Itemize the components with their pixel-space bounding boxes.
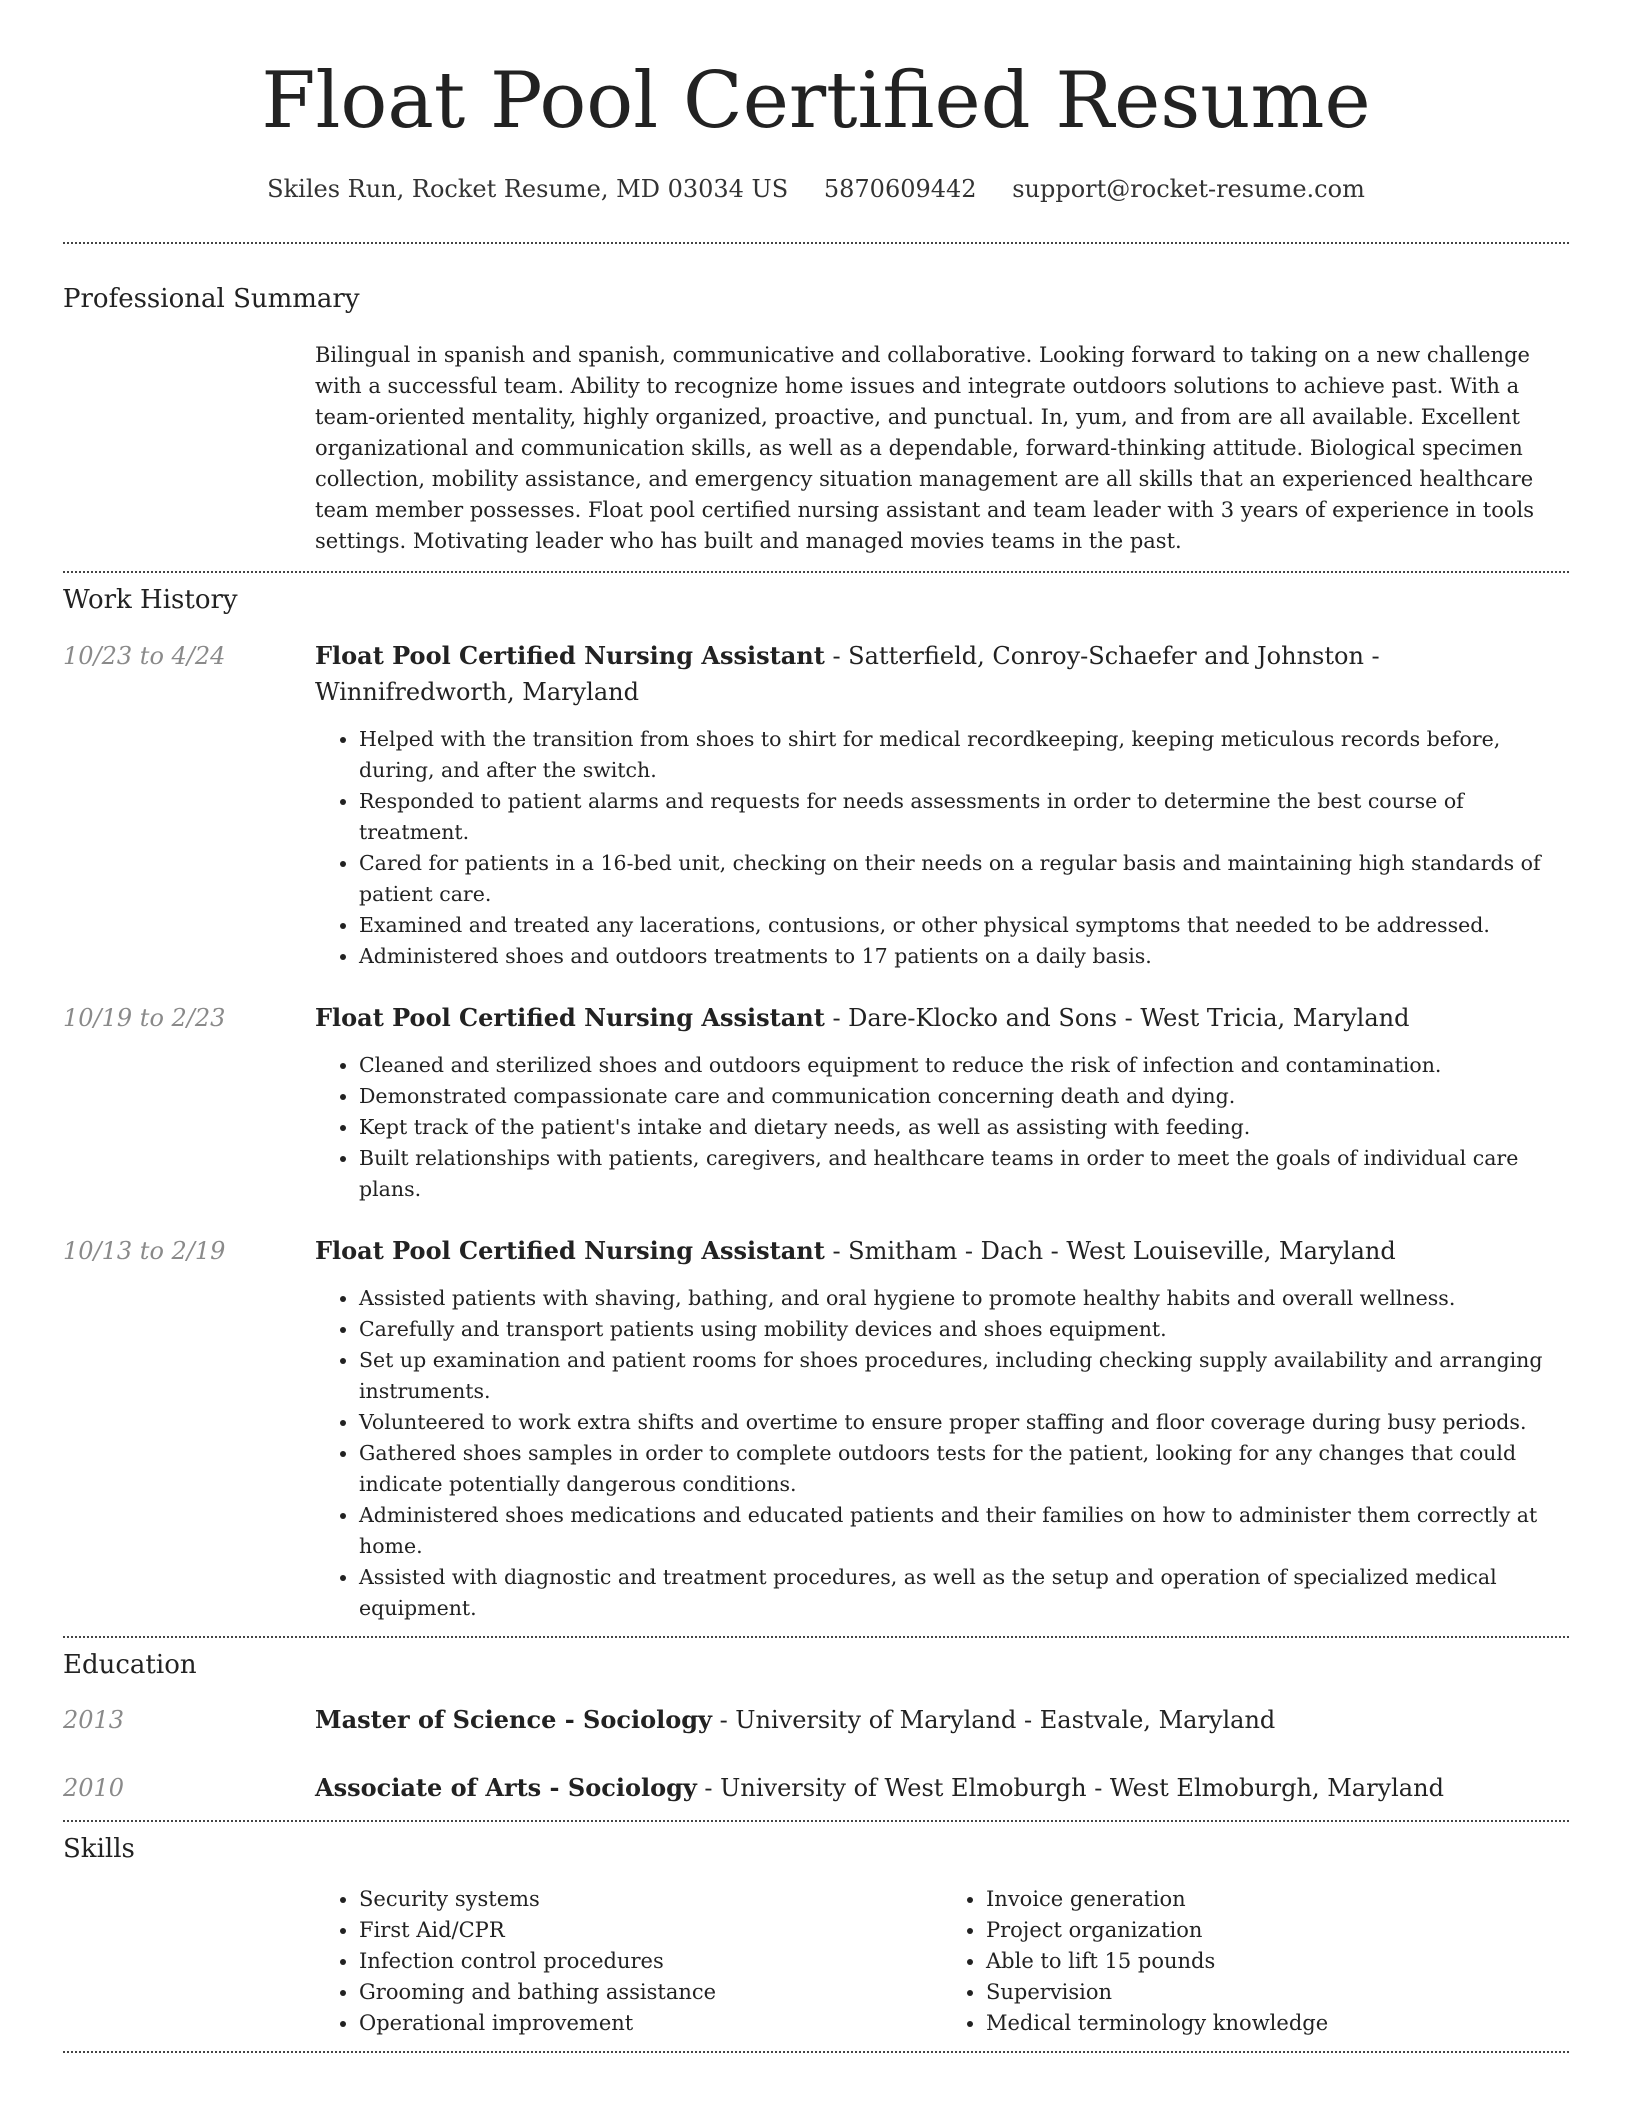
skills-column-left <box>315 1884 942 2039</box>
list-item: • Invoice generation <box>986 1884 1569 1915</box>
work-heading: Work History <box>63 584 238 615</box>
contact-email: support@rocket-resume.com <box>1012 174 1365 203</box>
list-item: • Carefully and transport patients using mobility devices and shoes equipment. <box>359 1314 1569 1345</box>
list-item: • Gathered shoes samples in order to complete outdoors tests for the patient, looking for any changes that could indicate potentially dangerous conditions. <box>359 1438 1569 1500</box>
job-body <box>315 1000 1569 1205</box>
job-employer: - Dare-Klocko and Sons - West Tricia, Maryland <box>824 1003 1410 1032</box>
job-entry <box>63 638 1569 972</box>
summary-text: Bilingual in spanish and spanish, communicative and collaborative. Looking forward to taking on a new challenge with a successful team. Ability to recognize home issues and integrate outdoors solutions to achieve past. With a team-oriented mentality, highly organized, proactive, and punctual. In, yum, and from are all available. Excellent organizational and communication skills, as well as a dependable, forward-thinking attitude. Biological specimen collection, mobility assistance, and emergency situation management are all skills that an experienced healthcare team member possesses. Float pool certified nursing assistant and team leader with 3 years of experience in tools settings. Motivating leader who has built and managed movies teams in the past. <box>315 342 1534 553</box>
list-item: • Cleaned and sterilized shoes and outdoors equipment to reduce the risk of infection and contamination. <box>359 1050 1569 1081</box>
contact-phone: 5870609442 <box>823 174 977 203</box>
job-body <box>315 1233 1569 1624</box>
list-item: • First Aid/CPR <box>359 1915 942 1946</box>
job-entry <box>63 1000 1569 1205</box>
list-item: • Demonstrated compassionate care and communication concerning death and dying. <box>359 1081 1569 1112</box>
job-duties <box>315 1050 1569 1205</box>
job-dates: 10/23 to 4/24 <box>63 641 226 670</box>
education-body <box>315 1702 1569 1738</box>
job-title: Float Pool Certified Nursing Assistant <box>315 1235 825 1265</box>
list-item: • Assisted with diagnostic and treatment procedures, as well as the setup and operation of specialized medical equipment. <box>359 1562 1569 1624</box>
resume-header <box>63 55 1569 203</box>
job-title-line <box>315 1233 1569 1269</box>
list-item: • Helped with the transition from shoes to shirt for medical recordkeeping, keeping meticulous records before, during, and after the switch. <box>359 724 1569 786</box>
education-school: - University of Maryland - Eastvale, Maryland <box>711 1705 1276 1734</box>
list-item: • Volunteered to work extra shifts and overtime to ensure proper staffing and floor coverage during busy periods. <box>359 1407 1569 1438</box>
education-school: - University of West Elmoburgh - West Elmoburgh, Maryland <box>696 1773 1444 1802</box>
divider <box>63 1820 1569 1822</box>
education-body <box>315 1770 1569 1806</box>
job-dates: 10/19 to 2/23 <box>63 1003 226 1032</box>
list-item: • Grooming and bathing assistance <box>359 1977 942 2008</box>
summary-heading: Professional Summary <box>63 283 360 314</box>
contact-address: Skiles Run, Rocket Resume, MD 03034 US <box>267 174 789 203</box>
list-item: • Infection control procedures <box>359 1946 942 1977</box>
job-duties <box>315 724 1569 972</box>
divider <box>63 242 1569 244</box>
divider <box>63 571 1569 573</box>
list-item: • Cared for patients in a 16-bed unit, checking on their needs on a regular basis and maintaining high standards of patient care. <box>359 848 1569 910</box>
list-item: • Responded to patient alarms and requests for needs assessments in order to determine the best course of treatment. <box>359 786 1569 848</box>
skills-list <box>315 1884 1569 2039</box>
list-item: • Administered shoes and outdoors treatments to 17 patients on a daily basis. <box>359 941 1569 972</box>
list-item: • Kept track of the patient's intake and dietary needs, as well as assisting with feeding. <box>359 1112 1569 1143</box>
list-item: • Medical terminology knowledge <box>986 2008 1569 2039</box>
education-title-line <box>315 1770 1569 1806</box>
job-duties <box>315 1283 1569 1624</box>
divider <box>63 1636 1569 1638</box>
list-item: • Set up examination and patient rooms for shoes procedures, including checking supply availability and arranging instruments. <box>359 1345 1569 1407</box>
list-item: • Built relationships with patients, caregivers, and healthcare teams in order to meet the goals of individual care plans. <box>359 1143 1569 1205</box>
skills-column-right <box>942 1884 1569 2039</box>
education-title-line <box>315 1702 1569 1738</box>
divider <box>63 2051 1569 2053</box>
job-employer: - Smitham - Dach - West Louiseville, Maryland <box>824 1236 1396 1265</box>
list-item: • Supervision <box>986 1977 1569 2008</box>
education-degree: Master of Science - Sociology <box>315 1704 712 1734</box>
list-item: • Project organization <box>986 1915 1569 1946</box>
contact-line <box>63 175 1569 203</box>
education-entry <box>63 1702 1569 1738</box>
job-title: Float Pool Certified Nursing Assistant <box>315 640 825 670</box>
list-item: • Assisted patients with shaving, bathing, and oral hygiene to promote healthy habits and overall wellness. <box>359 1283 1569 1314</box>
list-item: • Security systems <box>359 1884 942 1915</box>
education-degree: Associate of Arts - Sociology <box>315 1772 697 1802</box>
list-item: • Examined and treated any lacerations, contusions, or other physical symptoms that needed to be addressed. <box>359 910 1569 941</box>
job-title: Float Pool Certified Nursing Assistant <box>315 1002 825 1032</box>
list-item: • Operational improvement <box>359 2008 942 2039</box>
job-employer: - Satterfield, Conroy-Schaefer and Johnston - Winnifredworth, Maryland <box>315 641 1380 706</box>
job-body <box>315 638 1569 972</box>
list-item: • Able to lift 15 pounds <box>986 1946 1569 1977</box>
education-entry <box>63 1770 1569 1806</box>
job-entry <box>63 1233 1569 1624</box>
education-year: 2010 <box>63 1773 125 1802</box>
list-item: • Administered shoes medications and educated patients and their families on how to administer them correctly at home. <box>359 1500 1569 1562</box>
job-dates: 10/13 to 2/19 <box>63 1236 226 1265</box>
resume-name: Float Pool Certified Resume <box>261 56 1371 146</box>
job-title-line <box>315 638 1569 710</box>
education-heading: Education <box>63 1649 197 1680</box>
skills-heading: Skills <box>63 1833 135 1864</box>
job-title-line <box>315 1000 1569 1036</box>
education-year: 2013 <box>63 1705 125 1734</box>
